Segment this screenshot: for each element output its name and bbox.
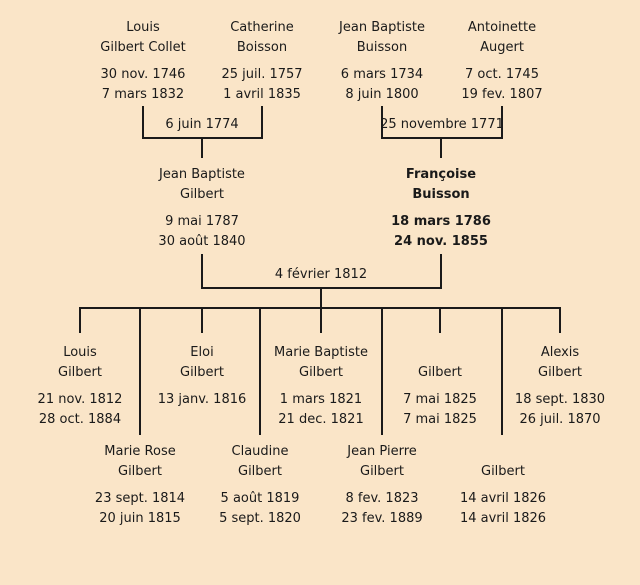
name-line-2: Gilbert bbox=[118, 463, 162, 479]
birth-date: 30 nov. 1746 bbox=[100, 67, 186, 82]
birth-date: 7 oct. 1745 bbox=[465, 67, 539, 82]
name-line-2: Gilbert bbox=[180, 186, 224, 202]
drop-marie-baptiste-gilbert bbox=[320, 307, 322, 333]
person-antoinette-augert bbox=[461, 20, 542, 106]
marriage-3-date-label: 4 février 1812 bbox=[274, 267, 368, 282]
birth-date: 13 janv. 1816 bbox=[157, 392, 247, 407]
name-line-1: Catherine bbox=[230, 20, 294, 35]
name-line-1: Eloi bbox=[190, 345, 214, 360]
name-line-1: Louis bbox=[126, 20, 160, 35]
person-gilbert-1825 bbox=[403, 345, 477, 431]
birth-date: 18 sept. 1830 bbox=[514, 392, 606, 407]
name-line-2: Gilbert Collet bbox=[100, 39, 186, 55]
death-date: 8 juin 1800 bbox=[345, 86, 419, 102]
drop-gilbert-1825 bbox=[439, 307, 441, 333]
name-line-1: Jean Baptiste bbox=[159, 167, 245, 182]
name-line-2: Gilbert bbox=[538, 364, 582, 380]
death-date: 21 dec. 1821 bbox=[278, 411, 364, 427]
death-date: 30 août 1840 bbox=[158, 233, 246, 249]
birth-date: 6 mars 1734 bbox=[340, 67, 424, 82]
death-date: 7 mai 1825 bbox=[403, 411, 477, 427]
marriage-1-right-riser bbox=[261, 106, 263, 139]
name-line-2: Augert bbox=[480, 39, 524, 55]
birth-date: 25 juil. 1757 bbox=[221, 67, 303, 82]
person-claudine-gilbert bbox=[219, 444, 301, 530]
name-line-1 bbox=[403, 345, 477, 365]
birth-date: 9 mai 1787 bbox=[165, 214, 239, 229]
name-line-1: Françoise bbox=[405, 167, 477, 182]
death-date: 7 mars 1832 bbox=[101, 86, 185, 102]
person-catherine-boisson bbox=[221, 20, 302, 106]
drop-eloi-gilbert bbox=[201, 307, 203, 333]
name-line-2: Gilbert bbox=[238, 463, 282, 479]
name-line-2: Boisson bbox=[236, 39, 288, 55]
birth-date: 18 mars 1786 bbox=[391, 214, 491, 229]
marriage-1-child-drop bbox=[201, 137, 203, 158]
birth-date: 23 sept. 1814 bbox=[94, 491, 186, 506]
birth-date: 5 août 1819 bbox=[220, 491, 300, 506]
death-date: 14 avril 1826 bbox=[459, 510, 547, 526]
marriage-3-child-drop bbox=[320, 287, 322, 308]
drop-louis-gilbert bbox=[79, 307, 81, 333]
person-jean-baptiste-gilbert bbox=[158, 167, 245, 253]
marriage-2-child-drop bbox=[440, 137, 442, 158]
name-line-2: Gilbert bbox=[298, 364, 343, 380]
person-marie-baptiste-gilbert bbox=[274, 345, 368, 431]
death-date: 26 juil. 1870 bbox=[519, 411, 601, 427]
drop-marie-rose-gilbert bbox=[139, 307, 141, 435]
name-line-2: Gilbert bbox=[481, 463, 525, 479]
death-date: 19 fev. 1807 bbox=[461, 86, 543, 102]
person-marie-rose-gilbert bbox=[95, 444, 185, 530]
marriage-2-date-label: 25 novembre 1771 bbox=[380, 117, 504, 132]
marriage-3-left-riser bbox=[201, 254, 203, 289]
birth-date: 8 fev. 1823 bbox=[345, 491, 419, 506]
marriage-3-right-riser bbox=[440, 254, 442, 289]
person-louis-gilbert bbox=[38, 345, 123, 431]
drop-jean-pierre-gilbert bbox=[381, 307, 383, 435]
person-francoise-buisson bbox=[391, 167, 491, 253]
name-line-2: Buisson bbox=[412, 186, 470, 202]
marriage-1-left-riser bbox=[142, 106, 144, 139]
marriage-2-bar bbox=[381, 137, 503, 139]
name-line-2: Gilbert bbox=[58, 364, 102, 380]
name-line-1: Louis bbox=[63, 345, 97, 360]
person-alexis-gilbert bbox=[515, 345, 605, 431]
name-line-1: Claudine bbox=[231, 444, 289, 459]
name-line-1: Jean Baptiste bbox=[339, 20, 425, 35]
person-eloi-gilbert bbox=[158, 345, 247, 431]
drop-claudine-gilbert bbox=[259, 307, 261, 435]
name-line-1: Alexis bbox=[540, 345, 580, 360]
name-line-2: Gilbert bbox=[180, 364, 224, 380]
death-date: 24 nov. 1855 bbox=[394, 233, 488, 249]
death-date bbox=[158, 412, 247, 432]
person-jean-pierre-gilbert bbox=[341, 444, 422, 530]
name-line-1: Marie Rose bbox=[104, 444, 176, 459]
birth-date: 1 mars 1821 bbox=[279, 392, 363, 407]
name-line-2: Gilbert bbox=[418, 364, 462, 380]
death-date: 28 oct. 1884 bbox=[38, 411, 122, 427]
person-jean-baptiste-buisson bbox=[339, 20, 425, 106]
name-line-2: Gilbert bbox=[359, 463, 404, 479]
marriage-1-date-label: 6 juin 1774 bbox=[165, 117, 239, 132]
birth-date: 14 avril 1826 bbox=[459, 491, 547, 506]
name-line-1: Antoinette bbox=[467, 20, 537, 35]
name-line-1 bbox=[460, 444, 546, 464]
death-date: 1 avril 1835 bbox=[223, 86, 301, 102]
drop-gilbert-1826 bbox=[501, 307, 503, 435]
death-date: 20 juin 1815 bbox=[99, 510, 181, 526]
birth-date: 7 mai 1825 bbox=[403, 392, 477, 407]
drop-alexis-gilbert bbox=[559, 307, 561, 333]
name-line-1: Marie Baptiste bbox=[274, 345, 368, 360]
person-louis-gilbert-collet bbox=[100, 20, 185, 106]
name-line-1: Jean Pierre bbox=[347, 444, 417, 459]
birth-date: 21 nov. 1812 bbox=[37, 392, 123, 407]
death-date: 23 fev. 1889 bbox=[341, 510, 423, 526]
person-gilbert-1826 bbox=[460, 444, 546, 530]
death-date: 5 sept. 1820 bbox=[219, 510, 301, 526]
name-line-2: Buisson bbox=[356, 39, 408, 55]
